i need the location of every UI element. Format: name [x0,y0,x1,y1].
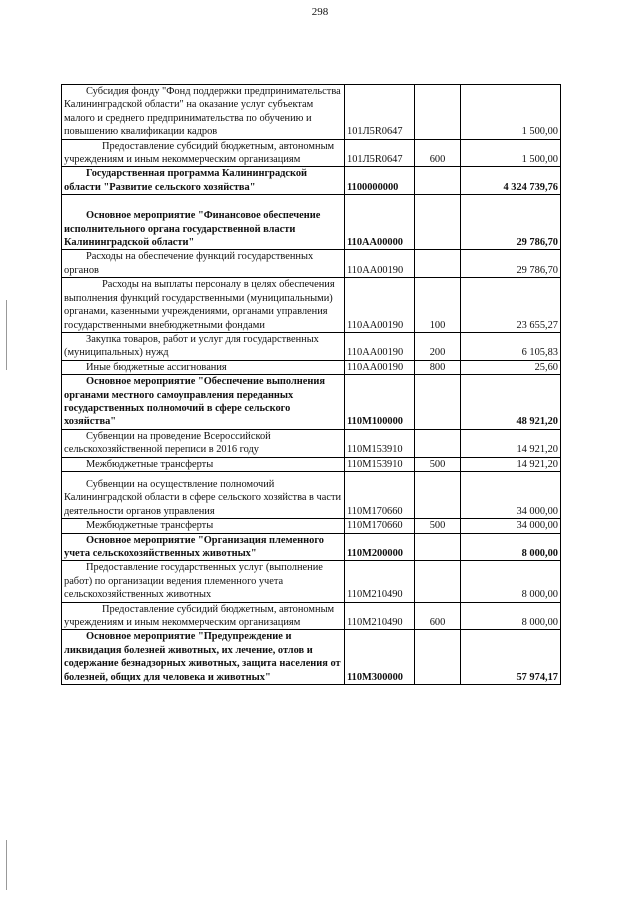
row-description: Основное мероприятие "Финансовое обеспечение исполнительного органа государственной власти Калининградской области" [62,195,345,250]
row-expense-type: 600 [415,139,461,167]
row-expense-type [415,471,461,518]
row-amount: 8 000,00 [461,561,561,602]
page-number: 298 [311,6,329,18]
row-expense-type [415,630,461,685]
row-code: 110М153910 [345,457,415,471]
row-description: Основное мероприятие "Предупреждение и ликвидация болезней животных, их лечение, отлов и содержание безнадзорных животных, защита населения от болезней, общих для человека и животных" [62,630,345,685]
row-code: 110М300000 [345,630,415,685]
row-amount: 1 500,00 [461,139,561,167]
row-expense-type [415,533,461,561]
row-description: Основное мероприятие "Обеспечение выполнения органами местного самоуправления переданных государственных полномочий в сфере сельского хозяйства" [62,375,345,430]
row-description: Расходы на обеспечение функций государственных органов [62,250,345,278]
row-code: 110М170660 [345,471,415,518]
table-row [62,139,561,167]
row-amount: 14 921,20 [461,429,561,457]
row-amount: 6 105,83 [461,332,561,360]
row-amount: 4 324 739,76 [461,167,561,195]
row-code: 1100000000 [345,167,415,195]
row-description: Субвенции на осуществление полномочий Калининградской области в сфере сельского хозяйства в части деятельности органов управления [62,471,345,518]
row-code: 110АА00190 [345,278,415,333]
row-amount: 34 000,00 [461,519,561,533]
row-amount: 14 921,20 [461,457,561,471]
table-row [62,457,561,471]
table-row [62,278,561,333]
row-code: 110АА00190 [345,250,415,278]
table-row [62,250,561,278]
row-expense-type: 800 [415,360,461,374]
table-row [62,533,561,561]
row-code: 110М200000 [345,533,415,561]
budget-table [61,84,561,685]
row-amount: 23 655,27 [461,278,561,333]
margin-mark [6,840,7,890]
row-expense-type: 200 [415,332,461,360]
row-description: Субвенции на проведение Всероссийской сельскохозяйственной переписи в 2016 году [62,429,345,457]
row-expense-type: 100 [415,278,461,333]
table-row [62,167,561,195]
table-row [62,471,561,518]
row-expense-type [415,85,461,140]
row-expense-type [415,167,461,195]
row-expense-type [415,561,461,602]
row-amount: 25,60 [461,360,561,374]
table-row [62,85,561,140]
row-code: 110М153910 [345,429,415,457]
row-expense-type [415,250,461,278]
row-description: Субсидия фонду "Фонд поддержки предпринимательства Калининградской области" на оказание услуг субъектам малого и среднего предпринимательства по обучению и повышению квалификации кадров [62,85,345,140]
table-row [62,195,561,250]
row-amount: 1 500,00 [461,85,561,140]
table-row [62,630,561,685]
row-expense-type [415,429,461,457]
table-row [62,519,561,533]
row-description: Межбюджетные трансферты [62,457,345,471]
row-description: Государственная программа Калининградской области "Развитие сельского хозяйства" [62,167,345,195]
row-code: 110М170660 [345,519,415,533]
row-amount: 8 000,00 [461,533,561,561]
row-expense-type [415,375,461,430]
row-code: 110АА00000 [345,195,415,250]
row-code: 101Л5R0647 [345,85,415,140]
row-description: Основное мероприятие "Организация племенного учета сельскохозяйственных животных" [62,533,345,561]
table-row [62,561,561,602]
row-code: 101Л5R0647 [345,139,415,167]
row-description: Предоставление субсидий бюджетным, автономным учреждениям и иным некоммерческим организациям [62,602,345,630]
row-description: Межбюджетные трансферты [62,519,345,533]
row-amount: 34 000,00 [461,471,561,518]
row-amount: 29 786,70 [461,195,561,250]
row-description: Закупка товаров, работ и услуг для государственных (муниципальных) нужд [62,332,345,360]
row-expense-type: 500 [415,519,461,533]
row-code: 110АА00190 [345,332,415,360]
row-description: Расходы на выплаты персоналу в целях обеспечения выполнения функций государственными (муниципальными) органами, казенными учреждениями, органами управления государственными внебюджетными фондами [62,278,345,333]
row-code: 110АА00190 [345,360,415,374]
row-description: Предоставление субсидий бюджетным, автономным учреждениям и иным некоммерческим организациям [62,139,345,167]
table-row [62,602,561,630]
row-amount: 57 974,17 [461,630,561,685]
row-description: Иные бюджетные ассигнования [62,360,345,374]
row-amount: 29 786,70 [461,250,561,278]
row-expense-type: 500 [415,457,461,471]
row-code: 110М210490 [345,602,415,630]
table-row [62,360,561,374]
margin-mark [6,300,7,370]
row-expense-type [415,195,461,250]
table-row [62,332,561,360]
row-code: 110М210490 [345,561,415,602]
row-code: 110М100000 [345,375,415,430]
table-row [62,375,561,430]
row-description: Предоставление государственных услуг (выполнение работ) по организации ведения племенного учета сельскохозяйственных животных [62,561,345,602]
row-amount: 48 921,20 [461,375,561,430]
row-amount: 8 000,00 [461,602,561,630]
table-row [62,429,561,457]
row-expense-type: 600 [415,602,461,630]
